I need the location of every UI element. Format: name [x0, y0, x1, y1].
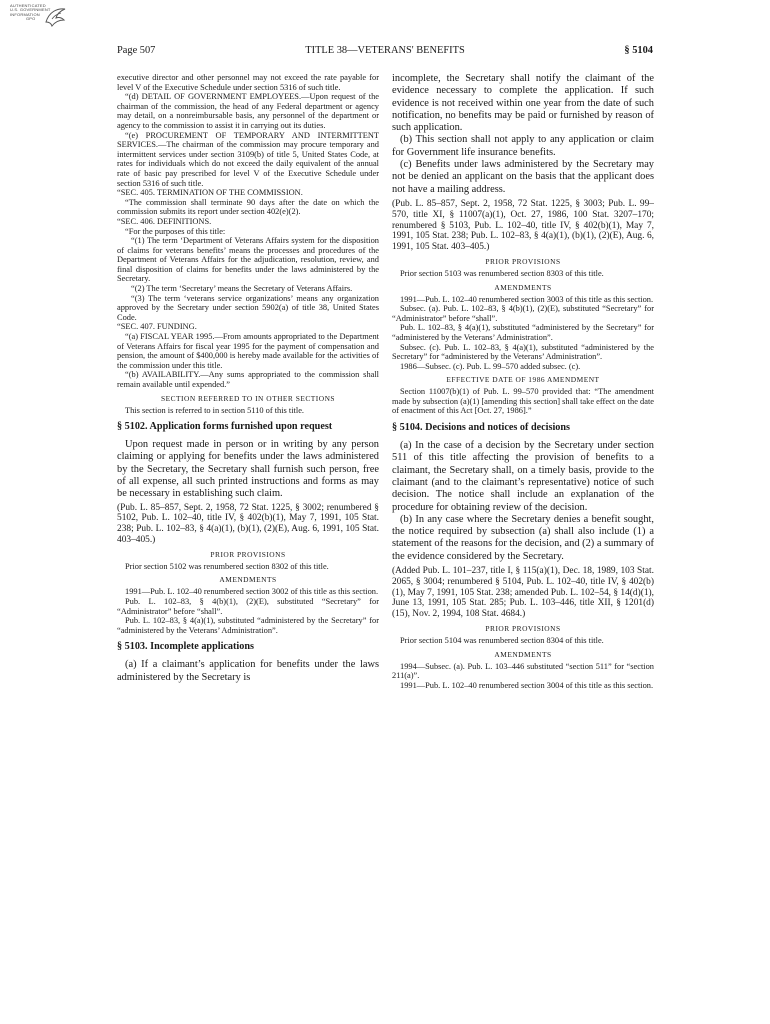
- paragraph: 1991—Pub. L. 102–40 renumbered section 3004 of this title as this section.: [400, 680, 654, 690]
- gpo-seal-line: GPO: [26, 16, 36, 22]
- statute-text: (a) If a claimant’s application for benefits under the laws administered by the Secretary is: [117, 659, 379, 683]
- section-title: § 5103. Incomplete applications: [117, 641, 254, 653]
- section-title: § 5104. Decisions and notices of decisions: [392, 422, 571, 434]
- page-number: Page 507: [117, 45, 156, 56]
- paragraph: “The commission shall terminate 90 days after the date on which the commission submits its report under section 402(e)(2).: [117, 197, 379, 217]
- paragraph: executive director and other personnel may not exceed the rate payable for level V of the Executive Schedule under section 5316 of such title.: [117, 73, 379, 92]
- gpo-seal-line: U.S. GOVERNMENT: [10, 7, 51, 13]
- paragraph: “(1) The term ‘Department of Veterans Affairs system for the disposition of claims for veterans benefits’ means the processes and procedures of the Department of Veterans Affairs for the adjudication, resolution, review, and final disposition of claims for benefits under the laws administered by the Secretary.: [117, 236, 379, 284]
- note-heading: PRIOR PROVISIONS: [210, 549, 286, 559]
- paragraph: “(2) The term ‘Secretary’ means the Secretary of Veterans Affairs.: [131, 284, 353, 294]
- note-heading: AMENDMENTS: [494, 282, 552, 292]
- source-credit: (Pub. L. 85–857, Sept. 2, 1958, 72 Stat. 1225, § 3002; renumbered § 5102, Pub. L. 102–40, title IV, § 402(b)(1), May 7, 1991, 105 Stat. 238; Pub. L. 102–83, § 4(a)(1), (b)(1), (2)(E), Aug. 6, 1991, 105 Stat. 403–405.): [117, 502, 379, 546]
- paragraph: Pub. L. 102–83, § 4(b)(1), (2)(E), substituted “Secretary” for “Administrator” before “shall”.: [117, 597, 379, 616]
- paragraph: Section 11007(b)(1) of Pub. L. 99–570 provided that: “The amendment made by subsection (a)(1) [amending this section] shall take effect on the date of enactment of this Act [Oct. 27, 1986].”: [392, 387, 654, 416]
- gpo-authentication-seal: [10, 4, 110, 28]
- statute-text: Upon request made in person or in writing by any person claiming or applying for benefits under the laws administered by the Secretary, the Secretary shall furnish such person, free of all expense, all such printed instructions and forms as may be necessary in establishing such claim.: [117, 439, 379, 500]
- paragraph: Prior section 5104 was renumbered section 8304 of this title.: [400, 636, 604, 646]
- statute-text: incomplete, the Secretary shall notify the claimant of the evidence necessary to complete the application. If such evidence is not received within one year from the date of such notification, no benefits may be paid or furnished by reason of such application.: [392, 73, 654, 134]
- statute-text: (b) This section shall not apply to any application or claim for Government life insurance benefits.: [392, 134, 654, 158]
- paragraph: Pub. L. 102–83, § 4(a)(1), substituted “administered by the Secretary” for “administered by the Veterans’ Administration”.: [117, 616, 379, 635]
- paragraph: This section is referred to in section 5110 of this title.: [125, 405, 305, 415]
- paragraph: Pub. L. 102–83, § 4(a)(1), substituted “administered by the Secretary” for “administered by the Veterans’ Administration”.: [392, 323, 654, 342]
- note-heading: AMENDMENTS: [494, 649, 552, 659]
- right-column: [392, 73, 654, 690]
- note-heading: SECTION REFERRED TO IN OTHER SECTIONS: [160, 393, 336, 403]
- section-title: § 5102. Application forms furnished upon request: [117, 421, 333, 433]
- statute-text: (b) In any case where the Secretary denies a benefit sought, the notice required by subsection (a) shall also include (1) a statement of the reasons for the decision, and (2) a summary of the evidence considered by the Secretary.: [392, 513, 654, 562]
- gpo-seal-line: AUTHENTICATED: [10, 3, 46, 8]
- paragraph: “(3) The term ‘veterans service organizations’ means any organization approved by the Secretary under section 5902(a) of title 38, United States Code.: [117, 293, 379, 322]
- paragraph: “(b) AVAILABILITY.—Any sums appropriated to the commission shall remain available until expended.”: [117, 370, 379, 389]
- source-credit: (Added Pub. L. 101–237, title I, § 115(a)(1), Dec. 18, 1989, 103 Stat. 2065, § 3004; renumbered § 5104, Pub. L. 102–40, title IV, § 402(b)(1), May 7, 1991, 105 Stat. 238; amended Pub. L. 102–54, § 14(d)(1), June 13, 1991, 105 Stat. 285; Pub. L. 103–446, title XII, § 1201(d)(15), Nov. 2, 1994, 108 Stat. 4684.): [392, 566, 654, 620]
- left-column: [117, 73, 379, 684]
- paragraph: Subsec. (c). Pub. L. 102–83, § 4(a)(1), substituted “administered by the Secretary” for “administered by the Veterans’ Administration”.: [392, 342, 654, 362]
- paragraph: Subsec. (a). Pub. L. 102–83, § 4(b)(1), (2)(E), substituted “Secretary” for “Administrator” before “shall”.: [392, 304, 654, 323]
- gpo-seal-line: INFORMATION: [10, 11, 40, 17]
- paragraph: 1994—Subsec. (a). Pub. L. 103–446 substituted “section 511” for “section 211(a)”.: [392, 661, 654, 681]
- note-heading: PRIOR PROVISIONS: [485, 256, 561, 266]
- paragraph: Prior section 5103 was renumbered section 8303 of this title.: [400, 268, 604, 278]
- paragraph: Prior section 5102 was renumbered section 8302 of this title.: [125, 561, 329, 571]
- paragraph: “(d) DETAIL OF GOVERNMENT EMPLOYEES.—Upon request of the chairman of the commission, the head of any Federal department or agency may detail, on a nonreimbursable basis, any personnel of the department or agency to the commission to assist it in carrying out its duties.: [117, 92, 379, 130]
- statute-text: (a) In the case of a decision by the Secretary under section 511 of this title affecting the provision of benefits to a claimant, the Secretary shall, on a timely basis, provide to the claimant (and to the claimant’s representative) notice of such decision. The notice shall include an explanation of the procedure for obtaining review of the decision.: [392, 440, 654, 513]
- paragraph: 1991—Pub. L. 102–40 renumbered section 3002 of this title as this section.: [125, 587, 379, 597]
- section-marker: § 5104: [624, 45, 653, 56]
- statute-text: (c) Benefits under laws administered by the Secretary may not be denied an applicant on the basis that the applicant does not have a mailing address.: [392, 159, 654, 195]
- paragraph: 1986—Subsec. (c). Pub. L. 99–570 added subsec. (c).: [400, 361, 581, 371]
- paragraph: “(e) PROCUREMENT OF TEMPORARY AND INTERMITTENT SERVICES.—The chairman of the commission may procure temporary and intermittent services under section 3109(b) of title 5, United States Code, at rates for individuals which do not exceed the daily equivalent of the annual rate of basic pay prescribed for level V of the Executive Schedule under section 5316 of such title.: [117, 130, 379, 188]
- section-heading: “SEC. 406. DEFINITIONS.: [117, 216, 212, 226]
- paragraph: “(a) FISCAL YEAR 1995.—From amounts appropriated to the Department of Veterans Affairs for fiscal year 1995 for the payment of compensation and pension, the amount of $400,000 is hereby made available for the activities of the commission under this title.: [117, 332, 379, 370]
- paragraph: “For the purposes of this title:: [125, 226, 226, 236]
- note-heading: PRIOR PROVISIONS: [485, 624, 561, 634]
- source-credit: (Pub. L. 85–857, Sept. 2, 1958, 72 Stat. 1225, § 3003; Pub. L. 99–570, title XI, § 11007(a)(1), Oct. 27, 1986, 100 Stat. 3207–170; renumbered § 5103, Pub. L. 102–40, title IV, § 402(b)(1), May 7, 1991, 105 Stat. 238; Pub. L. 102–83, § 4(a)(1), (b)(1), (2)(E), Aug. 6, 1991, 105 Stat. 403–405.): [392, 198, 654, 253]
- section-heading: “SEC. 405. TERMINATION OF THE COMMISSION.: [117, 188, 303, 198]
- section-heading: “SEC. 407. FUNDING.: [117, 322, 197, 332]
- note-heading: EFFECTIVE DATE OF 1986 AMENDMENT: [446, 375, 600, 385]
- page-header: [117, 45, 653, 61]
- paragraph: 1991—Pub. L. 102–40 renumbered section 3003 of this title as this section.: [400, 294, 654, 304]
- running-title: TITLE 38—VETERANS' BENEFITS: [305, 45, 465, 56]
- eagle-icon: [43, 6, 67, 28]
- note-heading: AMENDMENTS: [219, 575, 277, 585]
